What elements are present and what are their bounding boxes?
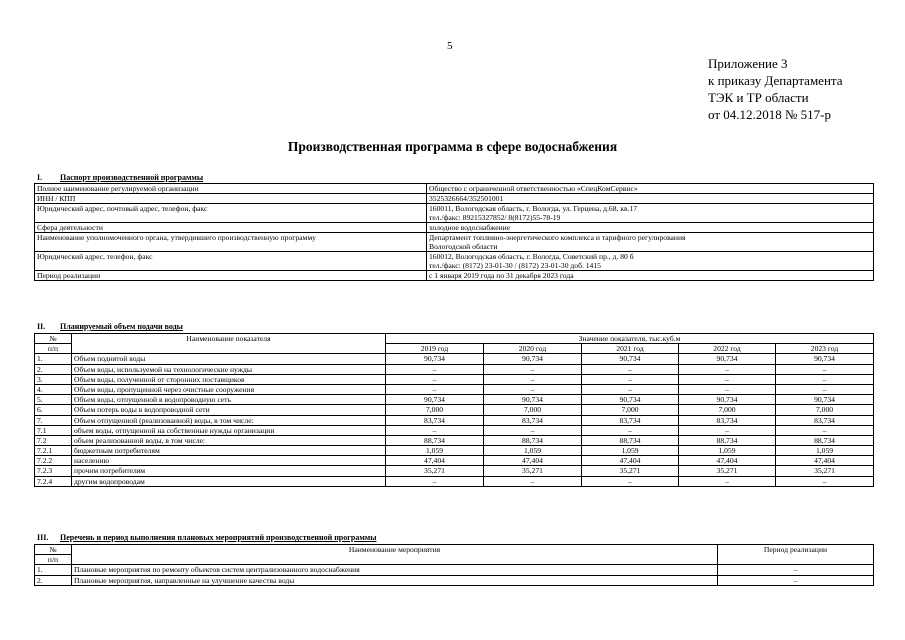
indicator-value: 47,404 xyxy=(386,456,484,466)
indicator-value: 47,404 xyxy=(582,456,679,466)
passport-value xyxy=(427,223,874,233)
indicator-name: прочим потребителям xyxy=(72,466,386,476)
header-year: 2023 год xyxy=(776,344,874,354)
table-row xyxy=(35,233,874,252)
row-number: 2. xyxy=(35,575,72,585)
row-number: 2. xyxy=(35,364,72,374)
measure-period: – xyxy=(718,565,874,575)
indicator-value: – xyxy=(484,364,582,374)
indicator-value: – xyxy=(679,374,776,384)
measure-name: Плановые мероприятия, направленные на улучшение качества воды xyxy=(72,575,718,585)
indicator-value: – xyxy=(386,384,484,394)
table-row xyxy=(35,575,874,585)
header-no: п/п xyxy=(35,344,72,354)
indicator-value: – xyxy=(776,374,874,384)
indicator-value: 1,059 xyxy=(582,446,679,456)
indicator-value: – xyxy=(582,425,679,435)
table-row xyxy=(35,565,874,575)
indicator-value: 88,734 xyxy=(484,435,582,445)
header-no: п/п xyxy=(35,555,72,565)
indicator-value: – xyxy=(386,476,484,486)
indicator-value: 88,734 xyxy=(582,435,679,445)
indicator-value: – xyxy=(679,425,776,435)
indicator-name: Объем поднятой воды xyxy=(72,354,386,364)
table-row xyxy=(35,435,874,445)
passport-value xyxy=(427,194,874,204)
table-row xyxy=(35,415,874,425)
indicator-name: объем реализованной воды, в том числе: xyxy=(72,435,386,445)
indicator-value: 35,271 xyxy=(776,466,874,476)
indicator-value: – xyxy=(484,384,582,394)
table-row xyxy=(35,184,874,194)
table-row xyxy=(35,476,874,486)
indicator-value: – xyxy=(582,384,679,394)
passport-label: Наименование уполномоченного органа, утвердившего производственную программу xyxy=(35,233,427,252)
indicator-value: 35,271 xyxy=(386,466,484,476)
table-row xyxy=(35,204,874,223)
table-row xyxy=(35,252,874,271)
indicator-name: объем воды, отпущенной на собственные нужды организации xyxy=(72,425,386,435)
row-number: 6. xyxy=(35,405,72,415)
indicator-value: – xyxy=(776,476,874,486)
indicator-value: – xyxy=(679,364,776,374)
indicator-value: – xyxy=(776,384,874,394)
appendix-block xyxy=(708,55,843,123)
table-row xyxy=(35,223,874,233)
indicator-value: – xyxy=(484,425,582,435)
indicator-value: 7,000 xyxy=(582,405,679,415)
passport-label: Юридический адрес, почтовый адрес, телефон, факс xyxy=(35,204,427,223)
header-year: 2020 год xyxy=(484,344,582,354)
indicator-value: 90,734 xyxy=(679,354,776,364)
indicator-value: 83,734 xyxy=(484,415,582,425)
indicator-name: Объем воды, используемой на технологические нужды xyxy=(72,364,386,374)
header-no: № xyxy=(35,334,72,344)
appendix-line: от 04.12.2018 № 517-р xyxy=(708,107,831,122)
header-no: № xyxy=(35,545,72,555)
section1-number: I. xyxy=(37,173,43,182)
passport-label: Период реализации xyxy=(35,271,427,281)
indicator-value: 1,059 xyxy=(776,446,874,456)
indicator-value: 1,059 xyxy=(386,446,484,456)
passport-value-line: с 1 января 2019 года по 31 декабря 2023 года xyxy=(429,271,574,280)
indicator-value: 90,734 xyxy=(484,395,582,405)
passport-value-line: холодное водоснабжение xyxy=(429,223,511,232)
indicator-name: населению xyxy=(72,456,386,466)
indicator-value: 90,734 xyxy=(582,354,679,364)
indicator-value: 47,404 xyxy=(484,456,582,466)
table-row xyxy=(35,466,874,476)
section2-number: II. xyxy=(37,322,46,331)
passport-value xyxy=(427,204,874,223)
indicator-value: – xyxy=(582,374,679,384)
indicator-value: 7,000 xyxy=(484,405,582,415)
table-row xyxy=(35,405,874,415)
row-number: 7.2.1 xyxy=(35,446,72,456)
indicator-name: Объем воды, отпущенной в водопроводную сеть xyxy=(72,395,386,405)
measure-period: – xyxy=(718,575,874,585)
indicator-value: 35,271 xyxy=(679,466,776,476)
page-title: Производственная программа в сфере водоснабжения xyxy=(287,139,618,154)
table-row xyxy=(35,374,874,384)
indicator-name: другим водопроводам xyxy=(72,476,386,486)
passport-value-line: Вологодской области xyxy=(429,242,498,251)
header-values: Значение показателя, тыс.куб.м xyxy=(386,334,874,344)
passport-value xyxy=(427,271,874,281)
table-row xyxy=(35,364,874,374)
table-row xyxy=(35,425,874,435)
indicator-value: 83,734 xyxy=(582,415,679,425)
indicator-value: – xyxy=(484,374,582,384)
measure-name: Плановые мероприятия по ремонту объектов систем централизованного водоснабжения xyxy=(72,565,718,575)
volume-table-body xyxy=(35,354,874,486)
indicator-value: 83,734 xyxy=(386,415,484,425)
passport-value xyxy=(427,184,874,194)
section3-title: Перечень и период выполнения плановых мероприятий производственной программы xyxy=(60,533,377,542)
indicator-value: 47,404 xyxy=(679,456,776,466)
row-number: 7.2 xyxy=(35,435,72,445)
passport-table xyxy=(34,183,874,281)
row-number: 1. xyxy=(35,354,72,364)
passport-label: ИНН / КПП xyxy=(35,194,427,204)
row-number: 5. xyxy=(35,395,72,405)
table-row xyxy=(35,395,874,405)
indicator-value: 7,000 xyxy=(679,405,776,415)
row-number: 1. xyxy=(35,565,72,575)
header-year: 2022 год xyxy=(679,344,776,354)
indicator-value: – xyxy=(776,364,874,374)
table-row xyxy=(35,354,874,364)
indicator-value: 90,734 xyxy=(582,395,679,405)
section1-heading xyxy=(23,173,203,182)
header-name: Наименование показателя xyxy=(72,334,386,354)
indicator-value: 35,271 xyxy=(582,466,679,476)
passport-value-line: 160012, Вологодская область, г. Вологда, Советский пр., д. 80 б xyxy=(429,252,634,261)
header-year: 2021 год xyxy=(582,344,679,354)
indicator-value: – xyxy=(386,364,484,374)
indicator-value: – xyxy=(484,476,582,486)
indicator-name: Объем отпущенной (реализованной) воды, в том числе: xyxy=(72,415,386,425)
indicator-name: Объем воды, пропущенной через очистные сооружения xyxy=(72,384,386,394)
row-number: 4. xyxy=(35,384,72,394)
table-row xyxy=(35,456,874,466)
appendix-line: к приказу Департамента xyxy=(708,73,843,88)
row-number: 7.1 xyxy=(35,425,72,435)
row-number: 7.2.4 xyxy=(35,476,72,486)
table-row xyxy=(35,271,874,281)
page-number: 5 xyxy=(447,40,453,52)
passport-value-line: тел./факс: (8172) 23-01-30 / (8172) 23-01-30 доб. 1415 xyxy=(429,261,601,270)
passport-value-line: 160011, Вологодская область, г. Вологда, ул. Герцена, д.68, кв.17 xyxy=(429,204,638,213)
indicator-value: – xyxy=(386,374,484,384)
indicator-value: – xyxy=(386,425,484,435)
indicator-value: – xyxy=(582,476,679,486)
indicator-value: 88,734 xyxy=(386,435,484,445)
indicator-value: 35,271 xyxy=(484,466,582,476)
row-number: 7.2.2 xyxy=(35,456,72,466)
volume-table xyxy=(34,333,874,487)
header-name: Наименование мероприятия xyxy=(72,545,718,565)
indicator-value: 90,734 xyxy=(776,395,874,405)
indicator-name: Объем воды, полученной от сторонних поставщиков xyxy=(72,374,386,384)
indicator-value: – xyxy=(679,384,776,394)
indicator-value: 90,734 xyxy=(484,354,582,364)
indicator-value: 83,734 xyxy=(776,415,874,425)
section2-heading xyxy=(23,322,183,331)
table-row xyxy=(35,194,874,204)
row-number: 7.2.3 xyxy=(35,466,72,476)
row-number: 7. xyxy=(35,415,72,425)
passport-label: Полное наименование регулируемой организации xyxy=(35,184,427,194)
indicator-value: 88,734 xyxy=(679,435,776,445)
passport-value xyxy=(427,233,874,252)
header-year: 2019 год xyxy=(386,344,484,354)
table-row xyxy=(35,446,874,456)
section2-title: Планируемый объем подачи воды xyxy=(60,322,183,331)
indicator-value: 88,734 xyxy=(776,435,874,445)
section3-heading xyxy=(23,533,376,542)
passport-value-line: Департамент топливно-энергетического комплекса и тарифного регулирования xyxy=(429,233,686,242)
indicator-value: 83,734 xyxy=(679,415,776,425)
indicator-value: 1,059 xyxy=(484,446,582,456)
indicator-value: 90,734 xyxy=(776,354,874,364)
indicator-value: 7,000 xyxy=(776,405,874,415)
section1-title: Паспорт производственной программы xyxy=(60,173,204,182)
indicator-value: 90,734 xyxy=(386,354,484,364)
section3-number: III. xyxy=(37,533,49,542)
passport-label: Сфера деятельности xyxy=(35,223,427,233)
indicator-name: бюджетным потребителям xyxy=(72,446,386,456)
passport-value-line: Общество с ограниченной ответственностью «СпецКомСервис» xyxy=(429,184,638,193)
passport-value xyxy=(427,252,874,271)
passport-value-line: 3525326664/352501001 xyxy=(429,194,504,203)
table-header-row xyxy=(35,545,874,555)
indicator-value: 47,404 xyxy=(776,456,874,466)
indicator-value: 7,000 xyxy=(386,405,484,415)
indicator-value: – xyxy=(582,364,679,374)
table-header-row xyxy=(35,334,874,344)
measures-table xyxy=(34,544,874,586)
appendix-line: Приложение 3 xyxy=(708,56,788,71)
header-period: Период реализации xyxy=(718,545,874,565)
indicator-value: 90,734 xyxy=(679,395,776,405)
indicator-value: – xyxy=(679,476,776,486)
indicator-value: 1,059 xyxy=(679,446,776,456)
indicator-value: 90,734 xyxy=(386,395,484,405)
indicator-value: – xyxy=(776,425,874,435)
passport-label: Юридический адрес, телефон, факс xyxy=(35,252,427,271)
table-row xyxy=(35,384,874,394)
row-number: 3. xyxy=(35,374,72,384)
passport-value-line: тел./факс: 89215327852/ 8(8172)55-78-19 xyxy=(429,213,561,222)
indicator-name: Объем потерь воды в водопроводной сети xyxy=(72,405,386,415)
appendix-line: ТЭК и ТР области xyxy=(708,90,809,105)
